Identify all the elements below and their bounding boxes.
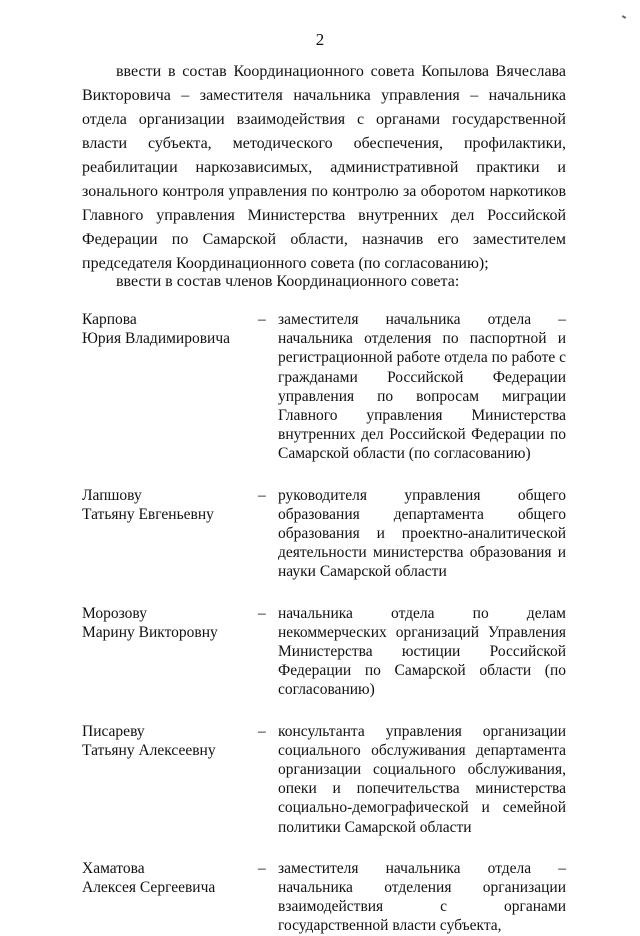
member-name xyxy=(82,859,258,936)
member-given-names: Юрия Владимировича xyxy=(82,330,231,348)
member-dash: – xyxy=(258,311,266,328)
page-number: 2 xyxy=(315,30,325,49)
member-dash: – xyxy=(258,722,266,740)
paragraph-vice-chair: ввести в состав Координационного совета Копылова Вячеслава Викторовича – заместителя начальника управления – начальника отдела организации взаимодействия с органами государственной власти субъекта, методического обеспечения, профилактики, реабилитации наркозависимых, административной практики и зонального контроля управления по контролю за оборотом наркотиков Главного управления Министерства внутренних дел Российской Федерации по Самарской области, назначив его заместителем председателя Координационного совета (по согласованию); xyxy=(82,63,566,272)
member-position: консультанта управления организации социального обслуживания департамента организации социального обслуживания, опеки и попечительства министерства социально-демографической и семейной политики Самарской области xyxy=(278,722,566,836)
member-entry xyxy=(82,722,566,837)
member-surname: Писареву xyxy=(82,722,145,740)
member-name xyxy=(82,310,258,464)
member-given-names: Алексея Сергеевича xyxy=(82,879,216,897)
member-given-names: Марину Викторовну xyxy=(82,623,218,641)
member-name xyxy=(82,486,258,582)
member-dash: – xyxy=(258,486,266,504)
member-name xyxy=(82,722,258,837)
member-position: заместителя начальника отдела – начальника отделения по паспортной и регистрационной работе отдела по работе с гражданами Российской Федерации управления по вопросам миграции Главного управления Министерства внутренних дел Российской Федерации по Самарской области (по согласованию) xyxy=(278,311,566,463)
member-entry xyxy=(82,859,566,936)
scan-mark xyxy=(622,15,626,19)
member-surname: Лапшову xyxy=(82,486,142,504)
member-given-names: Татьяну Алексеевну xyxy=(82,741,216,759)
member-name xyxy=(82,604,258,700)
member-entry xyxy=(82,604,566,700)
member-entry xyxy=(82,310,566,464)
member-dash: – xyxy=(258,859,266,877)
member-position: заместителя начальника отдела – начальника отделения организации взаимодействия с органами государственной власти субъекта, xyxy=(278,859,566,935)
member-surname: Морозову xyxy=(82,604,147,622)
member-surname: Карпова xyxy=(82,311,137,328)
member-given-names: Татьяну Евгеньевну xyxy=(82,505,214,523)
member-surname: Хаматова xyxy=(82,859,145,877)
member-dash: – xyxy=(258,604,266,622)
member-position: руководителя управления общего образования департамента общего образования и проектно-аналитической деятельности министерства образования и науки Самарской области xyxy=(278,486,566,581)
member-entry xyxy=(82,486,566,582)
members-list xyxy=(82,310,566,936)
paragraph-members-intro: ввести в состав членов Координационного совета: xyxy=(116,273,460,290)
member-position: начальника отдела по делам некоммерческих организаций Управления Министерства юстиции Российской Федерации по Самарской области (по согласованию) xyxy=(278,604,566,699)
